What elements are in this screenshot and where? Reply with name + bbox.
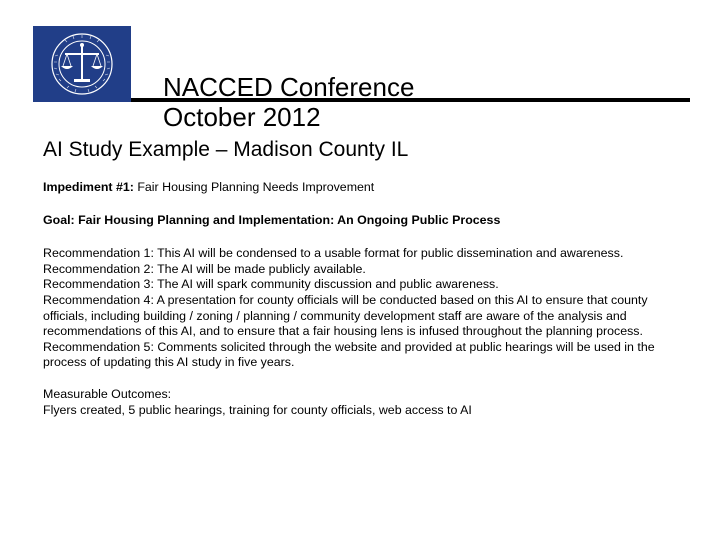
outcomes-text: Flyers created, 5 public hearings, training for county officials, web access to AI: [43, 402, 472, 417]
recommendation-item: Recommendation 5: Comments solicited through the website and provided at public hearings will be used in the process of updating this AI study in five years.: [43, 339, 655, 370]
impediment-text: Fair Housing Planning Needs Improvement: [133, 180, 375, 194]
recommendation-item: Recommendation 1: This AI will be condensed to a usable format for public dissemination and awareness.: [43, 246, 624, 261]
recommendation-item: Recommendation 3: The AI will spark community discussion and public awareness.: [43, 277, 499, 292]
conference-date: October 2012: [163, 102, 321, 132]
conference-name: NACCED Conference: [163, 72, 415, 102]
recommendation-item: Recommendation 4: A presentation for county officials will be conducted based on this AI to ensure that county officials, including building / zoning / planning / community development staff are aware of the analysis and recommendations of this AI, and to ensure that a fair housing lens is infused throughout the planning process.: [43, 292, 648, 339]
slide-title: AI Study Example – Madison County IL: [43, 138, 409, 161]
measurable-outcomes: [43, 387, 683, 418]
conference-title: [163, 72, 414, 132]
scales-of-justice-seal-icon: [33, 26, 131, 102]
impediment-label: Impediment #1:: [43, 180, 134, 194]
outcomes-label: Measurable Outcomes:: [43, 386, 172, 401]
goal: Goal: Fair Housing Planning and Implementation: An Ongoing Public Process: [43, 212, 501, 227]
recommendation-list: [43, 246, 683, 371]
impediment: [43, 180, 683, 196]
recommendation-item: Recommendation 2: The AI will be made publicly available.: [43, 261, 366, 276]
slide-body: [43, 180, 683, 418]
